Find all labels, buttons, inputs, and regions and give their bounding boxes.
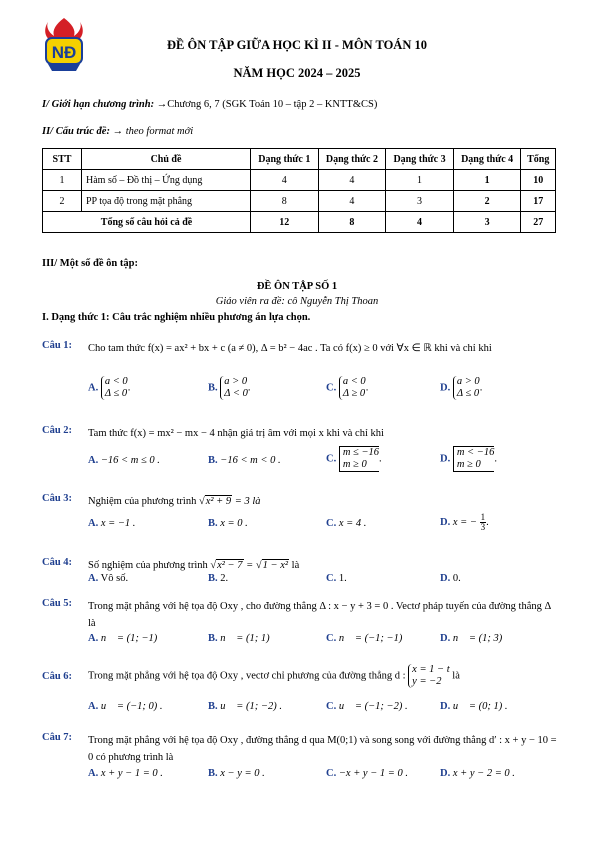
option-a[interactable]: A. a < 0 Δ ≤ 0. [88, 376, 131, 399]
option-c[interactable]: C. x = 4 . [326, 518, 367, 529]
option-d[interactable]: D. m < −16 m ≥ 0. [440, 447, 497, 470]
table-total-row: Tổng số câu hỏi cả đề 12 8 4 3 27 [43, 212, 556, 233]
option-a[interactable]: A. −16 < m ≤ 0 . [88, 455, 160, 466]
table-header-row [43, 149, 556, 170]
option-d[interactable]: D. x = − $\frac{1}{3}$ . [440, 512, 489, 532]
option-a[interactable]: A. n⃗ = (1; −1) [88, 633, 158, 644]
option-a[interactable]: A. x + y − 1 = 0 . [88, 768, 163, 779]
option-d[interactable]: D. n⃗ = (1; 3) [440, 633, 503, 644]
option-b[interactable]: B. u⃗ = (1; −2) . [208, 701, 282, 712]
col-header: Dạng thức 1 [251, 149, 319, 170]
option-c[interactable]: C. 1. [326, 573, 347, 584]
part-1-heading: I. Dạng thức 1: Câu trắc nghiệm nhiều phương án lựa chọn. [42, 312, 311, 323]
col-header: STT [43, 149, 82, 170]
question-text: Trong mặt phẳng với hệ tọa độ Oxy , vectơ chỉ phương của đường thẳng d : x = 1 − t y = −2 là [88, 664, 460, 687]
option-d[interactable]: D. 0. [440, 573, 461, 584]
option-b[interactable]: B. −16 < m < 0 . [208, 455, 281, 466]
col-header: Dạng thức 4 [453, 149, 521, 170]
section-1: I/ Giới hạn chương trình: →Chương 6, 7 (SGK Toán 10 – tập 2 – KNTT&CS) [42, 99, 378, 110]
question-number: Câu 4: [42, 557, 73, 568]
option-c[interactable]: C. m ≤ −16 m ≥ 0. [326, 447, 382, 470]
question-text: Cho tam thức f(x) = ax² + bx + c (a ≠ 0), Δ = b² − 4ac . Ta có f(x) ≥ 0 với ∀x ∈ ℝ khi và chỉ khi [88, 343, 492, 354]
structure-table [42, 148, 556, 233]
exam-title: ĐỀ ÔN TẬP SỐ 1 [256, 281, 338, 292]
table-row: 2 PP tọa độ trong mặt phẳng 8 4 3 2 17 [43, 191, 556, 212]
question-text: Nghiệm của phương trình √x² + 9 = 3 là [88, 496, 261, 507]
option-d[interactable]: D. x + y − 2 = 0 . [440, 768, 515, 779]
option-a[interactable]: A. x = −1 . [88, 518, 136, 529]
col-header: Dạng thức 2 [318, 149, 386, 170]
svg-text:NĐ: NĐ [51, 43, 77, 62]
question-text: Trong mặt phẳng với hệ tọa độ Oxy , cho đường thẳng Δ : x − y + 3 = 0 . Vectơ pháp tuyến của đường thẳng Δ là [88, 601, 551, 629]
option-c[interactable]: C. a < 0 Δ ≥ 0. [326, 376, 369, 399]
option-b[interactable]: B. 2. [208, 573, 229, 584]
col-header: Tổng [521, 149, 556, 170]
school-year: NĂM HỌC 2024 – 2025 [233, 66, 361, 80]
question-number: Câu 7: [42, 732, 73, 743]
question-text: Tam thức f(x) = mx² − mx − 4 nhận giá trị âm với mọi x khi và chỉ khi [88, 428, 384, 439]
option-d[interactable]: D. u⃗ = (0; 1) . [440, 701, 508, 712]
question-text: Trong mặt phẳng với hệ tọa độ Oxy , đường thẳng d qua M(0;1) và song song với đường thẳng d′ : x + y − 10 = 0 có phương trình là [88, 735, 557, 763]
option-b[interactable]: B. x = 0 . [208, 518, 248, 529]
option-c[interactable]: C. n⃗ = (−1; −1) [326, 633, 403, 644]
option-c[interactable]: C. u⃗ = (−1; −2) . [326, 701, 408, 712]
section-3: III/ Một số đề ôn tập: [42, 258, 138, 269]
option-c[interactable]: C. −x + y − 1 = 0 . [326, 768, 409, 779]
section-2: II/ Cấu trúc đề: → theo format mới [42, 126, 194, 137]
question-number: Câu 3: [42, 493, 73, 504]
col-header: Dạng thức 3 [386, 149, 454, 170]
option-a[interactable]: A. u⃗ = (−1; 0) . [88, 701, 163, 712]
option-a[interactable]: A. Vô số. [88, 573, 129, 584]
question-number: Câu 1: [42, 340, 73, 351]
question-number: Câu 5: [42, 598, 73, 609]
table-row: 1 Hàm số – Đồ thị – Ứng dụng 4 4 1 1 10 [43, 170, 556, 191]
exam-author: Giáo viên ra đề: cô Nguyễn Thị Thoan [215, 296, 379, 307]
option-d[interactable]: D. a > 0 Δ ≤ 0. [440, 376, 483, 399]
col-header: Chủ đề [82, 149, 251, 170]
option-b[interactable]: B. n⃗ = (1; 1) [208, 633, 270, 644]
option-b[interactable]: B. a > 0 Δ < 0. [208, 376, 251, 399]
question-number: Câu 6: [42, 671, 73, 682]
page-title: ĐỀ ÔN TẬP GIỮA HỌC KÌ II - MÔN TOÁN 10 [167, 38, 427, 52]
question-number: Câu 2: [42, 425, 73, 436]
question-text: Số nghiệm của phương trình √x² − 7 = √1 − x² là [88, 560, 300, 571]
option-b[interactable]: B. x − y = 0 . [208, 768, 265, 779]
